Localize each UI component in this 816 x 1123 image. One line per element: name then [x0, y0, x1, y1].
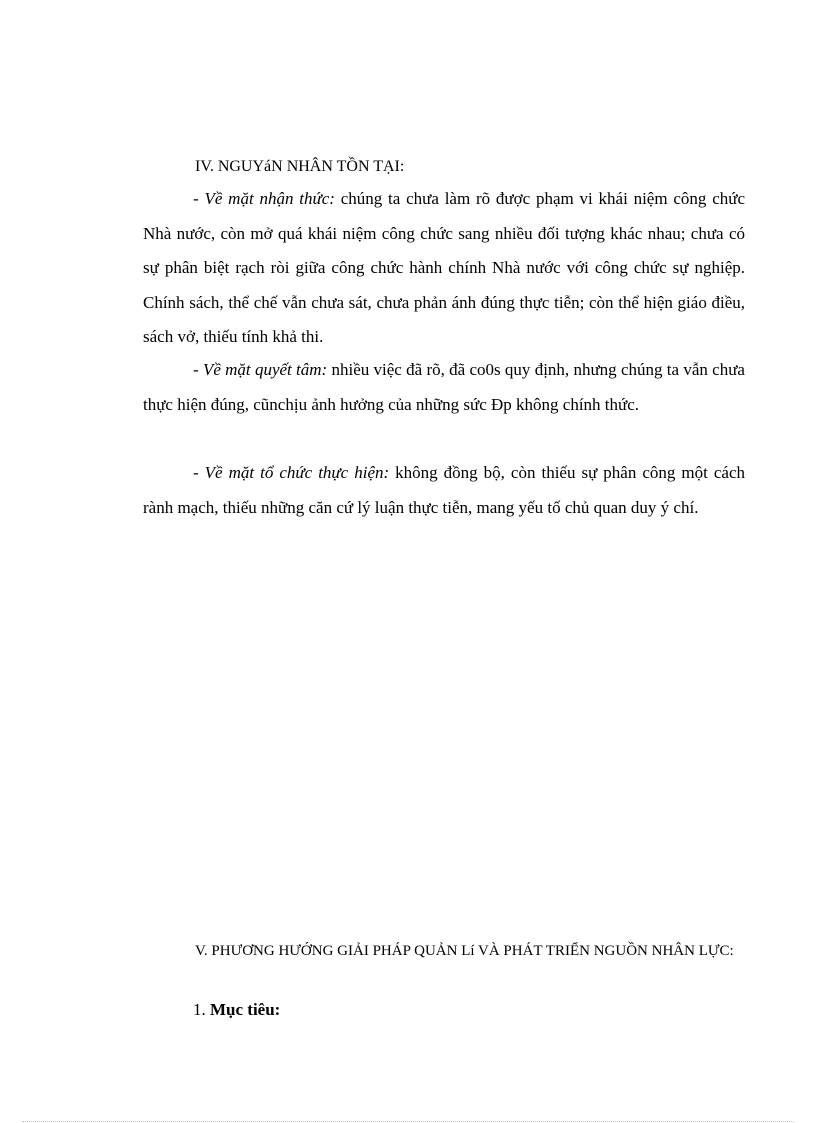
paragraph-determination [143, 353, 745, 422]
subsection-title: Mục tiêu: [210, 1000, 281, 1019]
paragraph-text: nhiều việc đã rõ, đã co0s quy định, nhưng chúng ta vẫn chưa thực hiện đúng, cũnchịu ảnh hưởng của những sức Đp không chính thức. [143, 360, 745, 414]
paragraph-text: chúng ta chưa làm rõ được phạm vi khái niệm công chức Nhà nước, còn mở quá khái niệm công chức sang nhiều đối tượng khác nhau; chưa có sự phân biệt rạch ròi giữa công chức hành chính Nhà nước với công chức sự nghiệp. Chính sách, thể chế vẫn chưa sát, chưa phản ánh đúng thực tiễn; còn thể hiện giáo điều, sách vở, thiếu tính khả thi. [143, 189, 745, 346]
section-heading-v: V. PHƯƠNG HƯỚNG GIẢI PHÁP QUẢN Lí VÀ PHÁT TRIỂN NGUỒN NHÂN LỰC: [195, 943, 734, 959]
paragraph-lead: - Về mặt nhận thức: [193, 189, 335, 208]
paragraph-lead: - Về mặt tổ chức thực hiện: [193, 463, 390, 482]
paragraph-implementation [143, 456, 745, 525]
subsection-number: 1. [193, 1000, 206, 1019]
section-heading-iv: IV. NGUYáN NHÂN TỒN TẠI: [195, 158, 405, 175]
page-bottom-divider [22, 1121, 794, 1122]
subsection-goal [193, 1000, 280, 1020]
paragraph-awareness [143, 182, 745, 355]
paragraph-lead: - Về mặt quyết tâm: [193, 360, 328, 379]
paragraph-text: không đồng bộ, còn thiếu sự phân công một cách rành mạch, thiếu những căn cứ lý luận thực tiễn, mang yếu tố chủ quan duy ý chí. [143, 463, 745, 517]
